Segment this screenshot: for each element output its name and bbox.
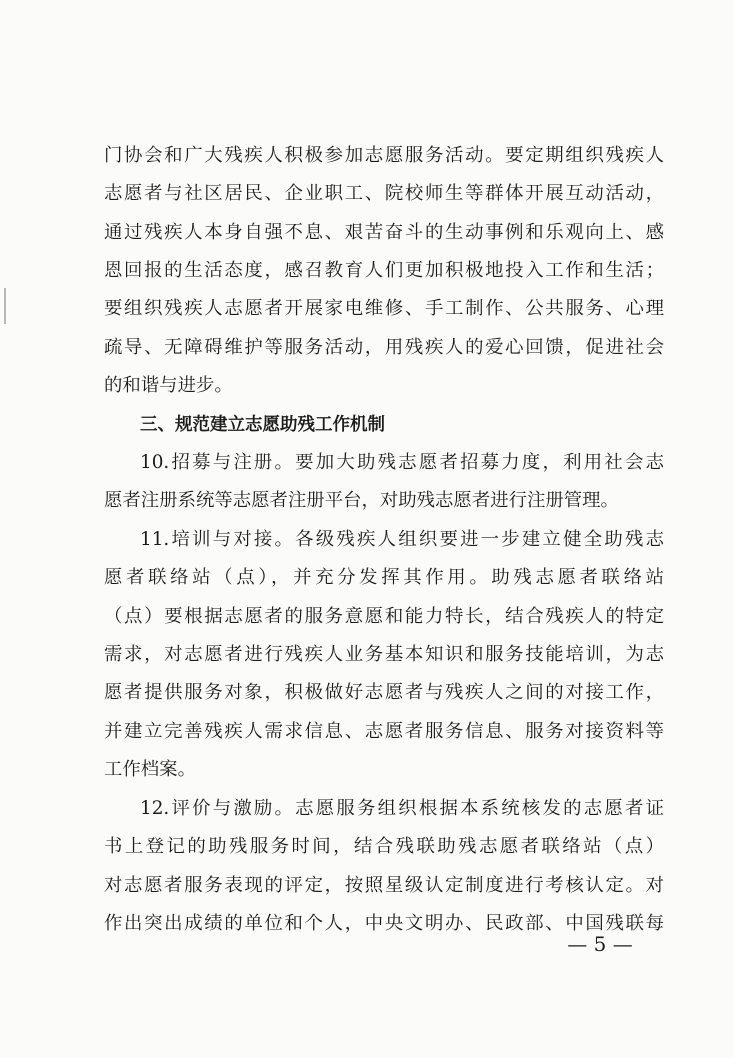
item-11-line-7: 工作档案。 <box>104 759 196 780</box>
paragraph-1-line-7: 的和谐与进步。 <box>104 375 233 396</box>
section-heading: 三、规范建立志愿助残工作机制 <box>140 415 385 435</box>
paragraph-1-line-4: 恩回报的生活态度，感召教育人们更加积极地投入工作和生活； <box>104 260 664 281</box>
item-10-line-2: 愿者注册系统等志愿者注册平台，对助残志愿者进行注册管理。 <box>104 490 619 511</box>
item-12-number: 12. <box>140 798 170 819</box>
item-11-line-4: 需求，对志愿者进行残疾人业务基本知识和服务技能培训，为志 <box>104 644 664 665</box>
item-12-line-1 <box>140 794 664 824</box>
item-11-line-3: （点）要根据志愿者的服务意愿和能力特长，结合残疾人的特定 <box>104 606 664 627</box>
item-10-keyword: 招募与注册。 <box>169 452 296 473</box>
item-11-keyword: 培训与对接。 <box>169 529 296 550</box>
paragraph-1-line-6: 疏导、无障碍维护等服务活动，用残疾人的爱心回馈，促进社会 <box>104 337 664 358</box>
item-11-line-1-text: 各级残疾人组织要进一步建立健全助残志 <box>295 529 664 550</box>
item-11-line-1 <box>140 525 664 555</box>
paragraph-1-line-3: 通过残疾人本身自强不息、艰苦奋斗的生动事例和乐观向上、感 <box>104 222 664 243</box>
item-11-line-6: 并建立完善残疾人需求信息、志愿者服务信息、服务对接资料等 <box>104 721 664 742</box>
item-11-line-2: 愿者联络站（点），并充分发挥其作用。助残志愿者联络站 <box>104 567 664 588</box>
item-12-line-2: 书上登记的助残服务时间，结合残联助残志愿者联络站（点） <box>104 836 664 857</box>
item-10-number: 10. <box>140 452 170 473</box>
item-11-number: 11. <box>140 529 170 550</box>
paragraph-1-line-2: 志愿者与社区居民、企业职工、院校师生等群体开展互动活动， <box>104 183 664 204</box>
item-10-line-1 <box>140 448 664 478</box>
paragraph-1-line-5: 要组织残疾人志愿者开展家电维修、手工制作、公共服务、心理 <box>104 298 664 319</box>
item-10-line-1-text: 要加大助残志愿者招募力度，利用社会志 <box>295 452 664 473</box>
scan-edge-mark <box>4 288 6 324</box>
item-12-line-1-text: 志愿服务组织根据本系统核发的志愿者证 <box>295 798 664 819</box>
item-12-line-3: 对志愿者服务表现的评定，按照星级认定制度进行考核认定。对 <box>104 875 664 896</box>
item-12-keyword: 评价与激励。 <box>169 798 296 819</box>
item-11-line-5: 愿者提供服务对象，积极做好志愿者与残疾人之间的对接工作， <box>104 682 664 703</box>
page-number: — 5 — <box>567 932 633 956</box>
item-12-line-4: 作出突出成绩的单位和个人，中央文明办、民政部、中国残联每 <box>104 913 664 934</box>
paragraph-1-line-1: 门协会和广大残疾人积极参加志愿服务活动。要定期组织残疾人 <box>104 145 664 166</box>
